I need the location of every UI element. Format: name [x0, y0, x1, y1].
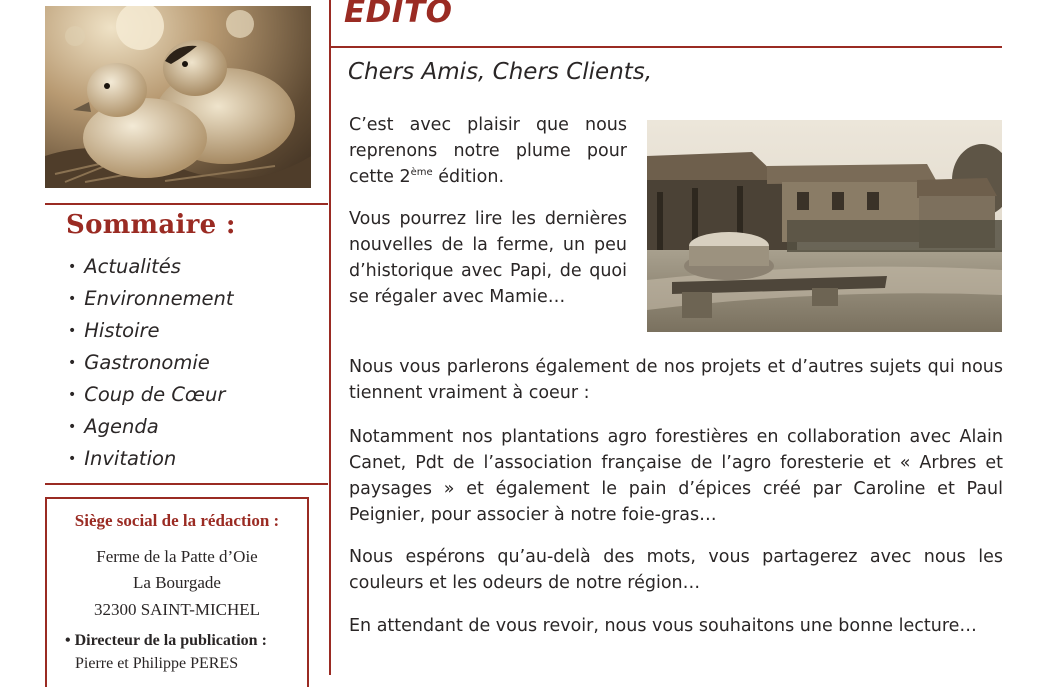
edito-underline: [331, 46, 1002, 48]
sommaire-item[interactable]: • Coup de Cœur: [68, 383, 226, 406]
left-divider-bottom: [45, 483, 328, 485]
bullet-icon: •: [68, 451, 77, 467]
siege-title: Siège social de la rédaction :: [74, 511, 280, 530]
greeting: Chers Amis, Chers Clients,: [348, 59, 653, 85]
paragraph-2: Vous pourrez lire les dernières nouvelles de la ferme, un peu d’historique avec Papi, de quoi se régaler avec Mamie…: [349, 209, 627, 307]
intro-paragraph: C’est avec plaisir que nous reprenons notre plume pour cette 2ème édition.: [349, 115, 627, 187]
sommaire-list: [68, 252, 234, 476]
directeur-label: • Directeur de la publication :: [65, 632, 267, 649]
left-divider-top: [45, 203, 328, 205]
address-line: Ferme de la Patte d’Oie: [96, 547, 258, 566]
paragraph-5: Nous espérons qu’au-delà des mots, vous partagerez avec nous les couleurs et les odeurs de notre région…: [349, 547, 1003, 593]
address-line: La Bourgade: [133, 573, 221, 592]
ducklings-photo: [45, 6, 311, 188]
paragraph-4: Notamment nos plantations agro forestières en collaboration avec Alain Canet, Pdt de l’association française de l’agro foresterie et « Arbres et paysages » et également le pain d’épices créé par Caroline et Paul Peignier, pour associer à notre foie-gras…: [349, 427, 1003, 525]
paragraph-3: Nous vous parlerons également de nos projets et d’autres sujets qui nous tiennent vraiment à coeur :: [349, 357, 1003, 403]
bullet-icon: •: [68, 259, 77, 275]
paragraph-6: En attendant de vous revoir, nous vous souhaitons une bonne lecture…: [349, 616, 977, 636]
bullet-icon: •: [68, 323, 77, 339]
bullet-icon: •: [68, 387, 77, 403]
bullet-icon: •: [68, 419, 77, 435]
sommaire-heading: Sommaire :: [66, 210, 236, 240]
edito-title: EDITO: [344, 0, 453, 30]
bullet-icon: •: [68, 355, 77, 371]
sommaire-item[interactable]: • Agenda: [68, 415, 159, 438]
sommaire-item[interactable]: • Environnement: [68, 287, 234, 310]
directeur-names: Pierre et Philippe PERES: [75, 655, 239, 672]
sommaire-item[interactable]: • Invitation: [68, 447, 177, 470]
address-line: 32300 SAINT-MICHEL: [93, 600, 261, 619]
bullet-icon: •: [65, 632, 75, 649]
sommaire-item[interactable]: • Gastronomie: [68, 351, 210, 374]
bullet-icon: •: [68, 291, 77, 307]
siege-social-box: [45, 497, 309, 687]
sommaire-item[interactable]: • Actualités: [68, 255, 181, 278]
farm-photo: [647, 120, 1002, 332]
sommaire-item[interactable]: • Histoire: [68, 319, 160, 342]
column-divider: [329, 0, 331, 675]
